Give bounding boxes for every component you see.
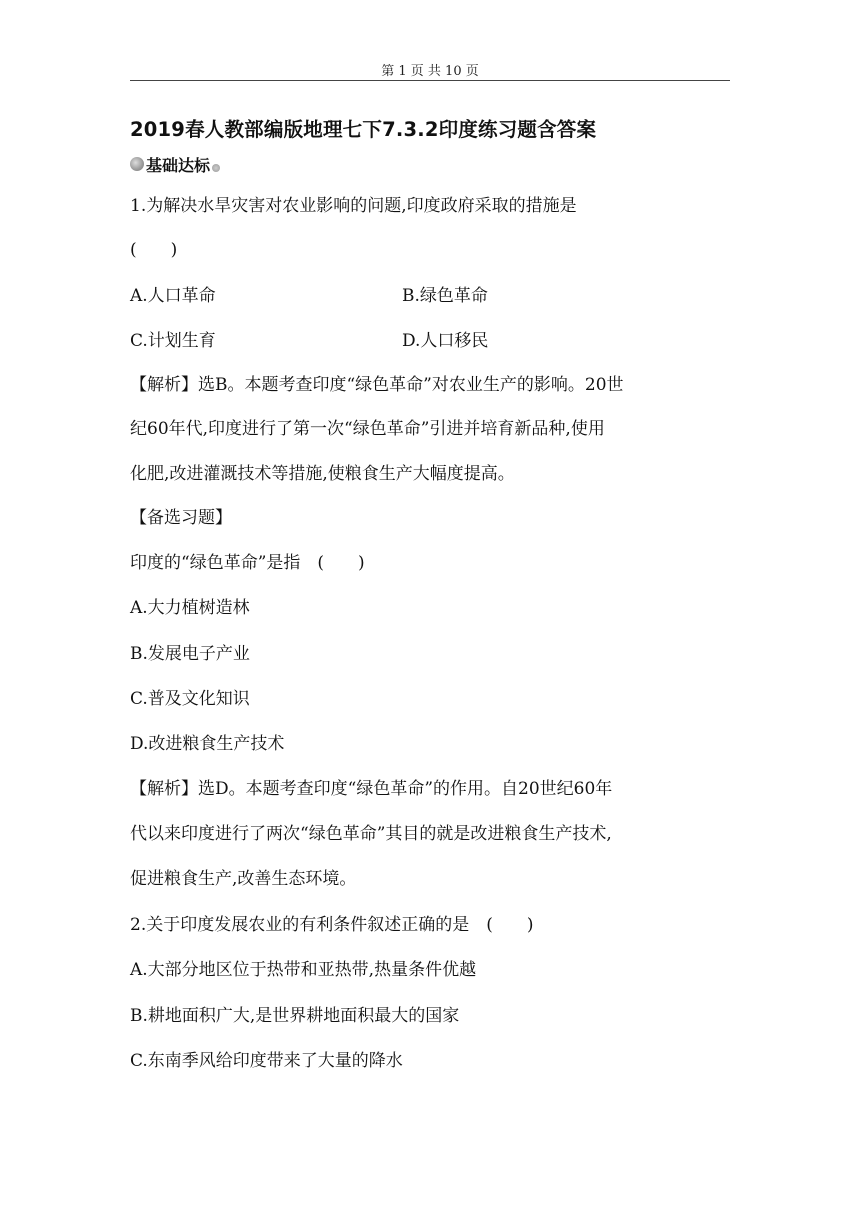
header-rule [130, 80, 730, 81]
extra-analysis-line-2: 代以来印度进行了两次“绿色革命”其目的就是改进粮食生产技术, [130, 824, 612, 844]
document-title: 2019春人教部编版地理七下7.3.2印度练习题含答案 [130, 118, 597, 141]
extra-option-d: D.改进粮食生产技术 [130, 734, 285, 754]
extra-option-b: B.发展电子产业 [130, 644, 250, 664]
q1-blank: ( ) [130, 240, 178, 260]
extra-analysis-line-3: 促进粮食生产,改善生态环境。 [130, 869, 357, 889]
q1-analysis-line-1: 【解析】选B。本题考查印度“绿色革命”对农业生产的影响。20世 [130, 375, 624, 395]
q1-stem: 1.为解决水旱灾害对农业影响的问题,印度政府采取的措施是 [130, 196, 577, 216]
page-header: 第 1 页 共 10 页 [381, 64, 479, 79]
extra-label: 【备选习题】 [130, 508, 232, 528]
q1-analysis-line-2: 纪60年代,印度进行了第一次“绿色革命”引进并培育新品种,使用 [130, 419, 605, 439]
bullet-decoration-icon [130, 157, 144, 171]
extra-option-c: C.普及文化知识 [130, 689, 250, 709]
section-label [130, 152, 220, 176]
q2-option-a: A.大部分地区位于热带和亚热带,热量条件优越 [130, 960, 477, 980]
q1-option-d: D.人口移民 [402, 331, 489, 351]
extra-analysis-line-1: 【解析】选D。本题考查印度“绿色革命”的作用。自20世纪60年 [130, 779, 613, 799]
q2-stem: 2.关于印度发展农业的有利条件叙述正确的是 ( ) [130, 915, 534, 935]
extra-option-a: A.大力植树造林 [130, 598, 250, 618]
dot-decoration-icon [212, 164, 220, 172]
section-label-text: 基础达标 [146, 155, 211, 175]
q2-option-c: C.东南季风给印度带来了大量的降水 [130, 1051, 403, 1071]
q2-option-b: B.耕地面积广大,是世界耕地面积最大的国家 [130, 1006, 460, 1026]
q1-option-c: C.计划生育 [130, 331, 216, 351]
q1-analysis-line-3: 化肥,改进灌溉技术等措施,使粮食生产大幅度提高。 [130, 464, 515, 484]
q1-option-b: B.绿色革命 [402, 286, 488, 306]
extra-stem: 印度的“绿色革命”是指 ( ) [130, 553, 365, 573]
q1-option-a: A.人口革命 [130, 286, 216, 306]
